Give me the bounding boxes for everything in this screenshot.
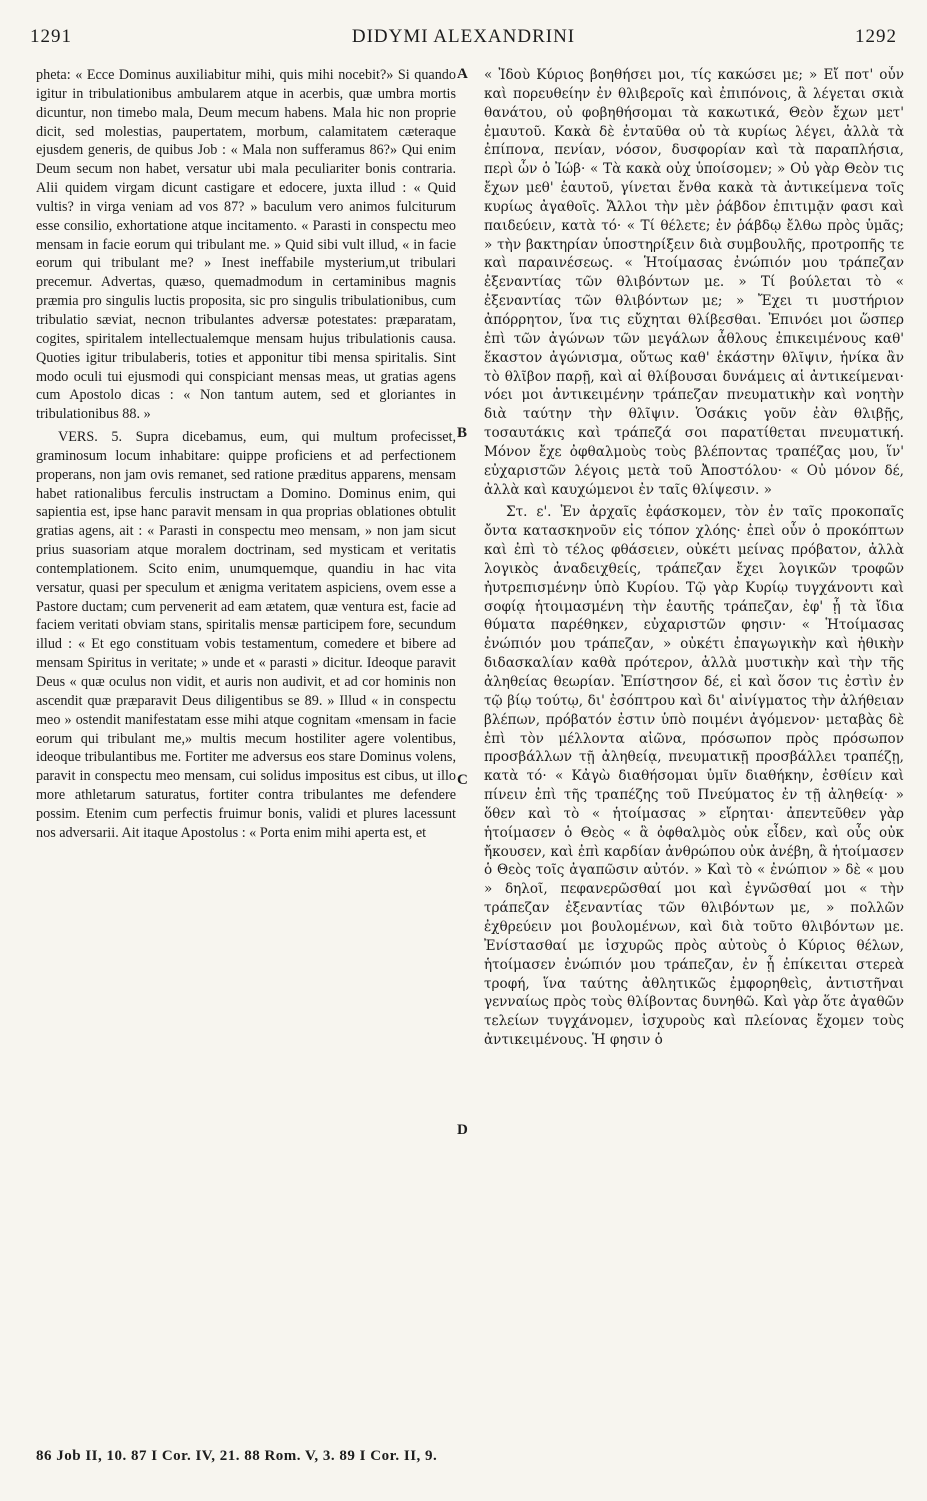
running-title: DIDYMI ALEXANDRINI	[351, 26, 576, 47]
running-header	[30, 26, 897, 54]
latin-paragraph: VERS. 5. Supra dicebamus, eum, qui multum profecisset, graminosum locum inhabitare: quippe proficiens et ad perfectionem properans, non jam ovis remanet, sed ratione præditus apparens, mensam habet rationalibus ferculis instructam a Domino. Dominus enim, qui sapientia est, ipse hanc paravit mensam in qua proprias oblationes obtulit gratias agens, ait : « Parasti in conspectu meo mensam, » non jam sicut prius suasoriam atque moralem doctrinam, sed mysticam et veritatis contemplationem. Scito enim, unumquemque, quandiu in hac vita versatur, quasi per speculum et ænigma veritatem aspiciens, ovem esse a Pastore ductam; cum pervenerit ad eam ætatem, quæ ventura est, facie ad faciem veritati obviam stans, spiritalis mensæ participem fore, secundum illud : « Et ego constituam vobis testamentum, comedere et bibere ad mensam Spiritus in veritate; » unde et « parasti » dicitur. Ideoque paravit Deus « quæ oculus non vidit, et auris non audivit, et ad cor hominis non ascendit quæ præparavit Deus diligentibus se 89. » Illud « in conspectu meo » ostendit manifestatam esse mihi atque cognitam «mensam in facie eorum qui tribulant me,» multis mecum hostiliter agere volentibus, ideoque tribulantibus me. Fortiter me adversus eos stare Dominus volens, paravit in conspectu meo mensam, cui solidus impositus est cibus, ut illo more athletarum saturatus, fortiter contra tribulantes me defendere possim. Etenim cum perfectis fruimur bonis, validi et plures lacessunt nos adversarii. Ait itaque Apostolus : « Porta enim mihi aperta est, et	[36, 429, 456, 841]
footnotes: 86 Job II, 10. 87 I Cor. IV, 21. 88 Rom. V, 3. 89 I Cor. II, 9.	[36, 1448, 438, 1464]
greek-paragraph: Στ. ε'. Ἐν ἀρχαῖς ἐφάσκομεν, τὸν ἐν ταῖς προκοπαῖς ὄντα κατασκηνοῦν εἰς τόπον χλόης· ἐπεὶ οὖν ὁ προκόπτων καὶ ἐπὶ τὸ τέλος φθάσειεν, οὐκέτι μείνας πρόβατον, ἀλλὰ λογικὸς ἀναδειχθείς, τράπεζαν ἔχει λογικῶν τροφῶν ἠυτρεπισμένην ὑπὸ Κυρίου. Τῷ γὰρ Κυρίῳ τυγχάνοντι καὶ σοφίᾳ ἡτοιμασμένη τὴν ἑαυτῆς τράπεζαν, ἐφ' ᾗ τὰ ἴδια θύματα παρέθηκεν, εὐχαριστῶν φησιν· « Ἡτοίμασας ἐνώπιόν μου τράπεζαν, » οὐκέτι ἐπαγωγικὴν καὶ ἠθικὴν διδασκαλίαν καθὰ πρότερον, ἀλλὰ μυστικὴν καὶ τὴν τῆς ἀληθείας θεωρίαν. Ἐπίστησον δέ, εἰ καὶ ὅσον τις ἐστὶν ἐν τῷ βίῳ τούτῳ, δι' ἐσόπτρου καὶ δι' αἰνίγματος τὴν ἀλήθειαν βλέπων, πρόβατόν ἐστιν ὑπὸ ποιμένι ἀγόμενον· μεταβὰς δὲ ἐπὶ τὸν μέλλοντα αἰῶνα, πρόσωπον πρὸς πρόσωπον προσβάλλων τῇ ἀληθείᾳ, πνευματικῇ προσβάλλει τραπέζῃ, κατὰ τό· « Κἀγὼ διαθήσομαι ὑμῖν διαθήκην, ἐσθίειν καὶ πίνειν ἐπὶ τῆς τραπέζης τοῦ Πνεύματος ἐν τῇ ἀληθείᾳ· » ὅθεν καὶ τὸ « ἡτοίμασας » εἴρηται· ἀπεντεῦθεν γὰρ ἡτοίμασεν ὁ Θεὸς « ἃ ὀφθαλμὸς οὐκ εἶδεν, καὶ οὖς οὐκ ἤκουσεν, καὶ ἐπὶ καρδίαν ἀνθρώπου οὐκ ἀνέβη, ἃ ἡτοίμασεν ὁ Θεὸς τοῖς ἀγαπῶσιν αὐτόν. » Καὶ τὸ « ἐνώπιον » δὲ « μου » δηλοῖ, πεφανερῶσθαί μοι καὶ ἐγνῶσθαί μοι « τὴν τράπεζαν ἐξεναντίας τῶν θλιβόντων με, » πολλῶν ἐχθρεύειν μοι βουλομένων, καὶ διὰ τοῦτο θλιβόντων με. Ἐνίστασθαί με ἰσχυρῶς πρὸς αὐτοὺς ὁ Κύριος θέλων, ἡτοίμασεν ἐνώπιόν μου τράπεζαν, ἐν ᾗ ἐπίκειται στερεὰ τροφή, ἵνα ταύτης ἀθλητικῶς ἐμφορηθεὶς, ἀντιστῆναι γενναίως πρὸς τοὺς θλίβοντας δυνηθῶ. Καὶ γὰρ ὅτε ἀγαθῶν τελείων τυγχάνομεν, ἰσχυροὺς καὶ πλείονας ἔχομεν τοὺς ἀντικειμένους. Ἡ φησιν ὁ	[484, 504, 904, 1049]
margin-marker-d: D	[457, 1122, 468, 1138]
margin-marker-a: A	[457, 66, 468, 82]
margin-marker-b: B	[457, 425, 468, 441]
greek-column	[484, 66, 904, 1436]
margin-marker-c: C	[457, 772, 468, 788]
greek-paragraph: « Ἰδοὺ Κύριος βοηθήσει μοι, τίς κακώσει με; » Εἴ ποτ' οὖν καὶ πορευθείην ἐν θλιβεροῖς καὶ ἐπιπόνοις, ἃ λέγεται σκιὰ θανάτου, οὐ φοβηθήσομαι τὰ κακωτικά, Θεὸν ἔχων μετ' ἐμαυτοῦ. Κακὰ δὲ ἐνταῦθα οὐ τὰ κυρίως λέγει, ἀλλὰ τὰ ἐπίπονα, πενίαν, νόσον, δυσφορίαν καὶ τὰ παραπλήσια, περὶ ὧν ὁ Ἰώβ· « Τὰ κακὰ οὐχ ὑποίσομεν; » Οὐ γὰρ Θεὸν τις ἔχων μεθ' ἑαυτοῦ, γίνεται ἔνθα κακὰ τὰ ἀντικείμενα τοῖς κυρίως ἀγαθοῖς. Ἄλλοι τὴν μὲν ῥάβδον ἐπιτιμᾷν φασι καὶ παιδεύειν, κατὰ τό· « Τί θέλετε; ἐν ῥάβδῳ ἔλθω πρὸς ὑμᾶς; » τὴν βακτηρίαν ὑποστηρίξειν διὰ συμβουλῆς, προτροπῆς τε καὶ παραινέσεως. « Ἡτοίμασας ἐνώπιόν μου τράπεζαν ἐξεναντίας τῶν θλιβόντων με. » Τί βούλεται τὸ « ἐξεναντίας τῶν θλιβόντων με; » Ἔχει τι μυστήριον ἀπόρρητον, ἵνα τις εὔχηται θλίβεσθαι. Ἐπινόει μοι ὥσπερ ἐπὶ τῶν ἀγώνων τῶν μεγάλων ἆθλους ἐπικειμένους καθ' ἕκαστον ἀγώνισμα, οὕτως καθ' ἑκάστην θλῖψιν, ἡνίκα ἂν τὸ θλῖβον παρῇ, καὶ αἱ θλίβουσαι δυνάμεις αἱ ἀντικείμεναι· νόει μοι ἀντικειμένην τράπεζαν πνευματικὴν καὶ νοητὴν διὰ ταύτην τὴν θλῖψιν. Ὁσάκις γοῦν ἐὰν θλιβῇς, τοσαυτάκις καὶ τράπεζά σοι παρατίθεται πνευματική. Μόνον ἔχε ὀφθαλμοὺς τοὺς βλέποντας τραπέζας μου, ἵν' εὐχαριστῶν λέγοις μετὰ τοῦ Ἀποστόλου· « Οὐ μόνον δέ, ἀλλὰ καὶ καυχώμενοι ἐν ταῖς θλίψεσιν. »	[484, 67, 904, 498]
latin-paragraph: pheta: « Ecce Dominus auxiliabitur mihi, quis mihi nocebit?» Si quando igitur in tribulationibus ambularem atque in acerbis, quæ umbra mortis dicuntur, non timebo mala, Deum mecum habens. Mala hic non proprie dicit, sed molestias, paupertatem, morbum, calamitatem cæteraque ejusdem generis, de quibus Job : « Mala non sufferamus 86?» Qui enim Deum secum non habet, versatur ubi mala peculiariter bonis contraria. Alii quidem virgam dicunt castigare et edocere, juxta illud : « Quid vultis? in virga veniam ad vos 87? » baculum vero animos fulciturum esse consilio, exhortatione atque incitamento. « Parasti in conspectu meo mensam in facie eorum qui tribulant me. » Quid sibi vult illud, « in facie eorum qui tribulant me? » Inest ineffabile mysterium,ut tribulari precemur. Advertas, quæso, quemadmodum in certaminibus magnis præmia pro singulis luctis proposita, sic pro singulis tribulationibus, cum tribulatio sæviat, necnon tribulantes adversæ potestates: præparatam, cogites, spiritalem intellectualemque mensam hujus tribulationis causa. Quoties igitur tribulaberis, toties et apponitur tibi mensa spiritalis. Sint modo oculi tui ejusmodi qui conspiciant mensas meas, ut gratias agens cum Apostolo dicas : « Non tantum autem, sed et gloriantes in tribulationibus 88. »	[36, 67, 456, 423]
latin-column	[36, 66, 456, 1436]
page-number-left: 1291	[30, 26, 72, 47]
page-number-right: 1292	[855, 26, 897, 47]
